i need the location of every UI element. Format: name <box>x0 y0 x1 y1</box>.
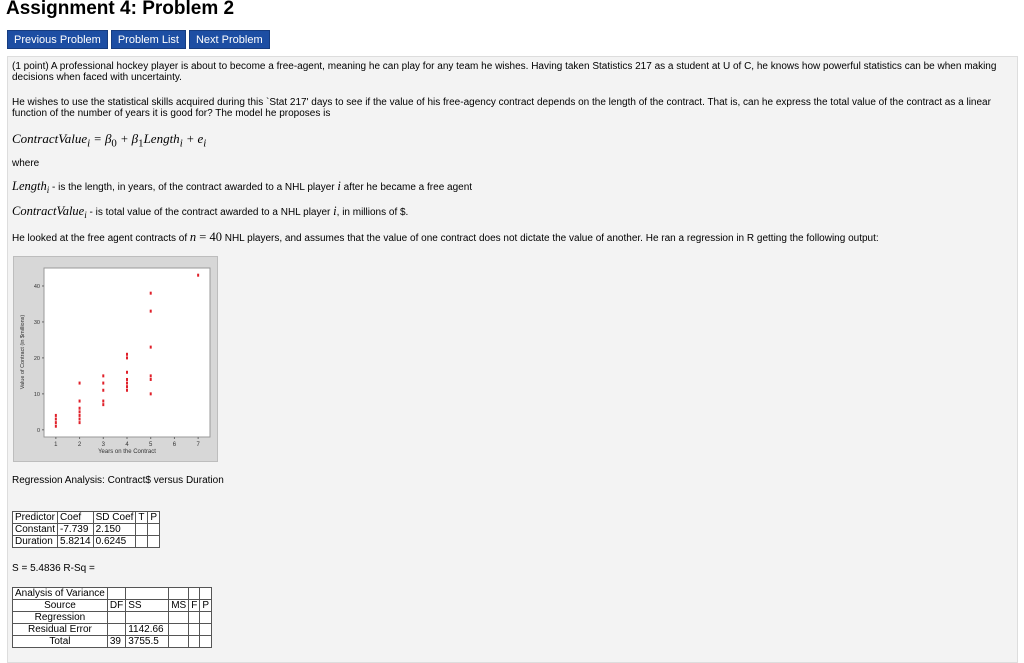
anova-row <box>13 636 212 648</box>
para3-eq: = 40 <box>196 230 222 244</box>
anova-header-cell: Source <box>13 600 108 612</box>
anova-answer-cell[interactable] <box>169 624 189 636</box>
previous-problem-button[interactable]: Previous Problem <box>7 30 108 49</box>
coef-cell: Constant <box>13 524 58 536</box>
x-tick-label: 4 <box>125 442 129 448</box>
length-var-sub: i <box>46 185 50 195</box>
model-lhs-sub: i <box>87 137 91 150</box>
anova-answer-cell[interactable] <box>189 612 200 624</box>
anova-cell: 1142.66 <box>126 624 169 636</box>
coef-answer-cell[interactable] <box>136 536 148 548</box>
anova-empty-cell <box>107 588 125 600</box>
x-axis-label: Years on the Contract <box>98 449 156 455</box>
problem-paragraph-2: He wishes to use the statistical skills acquired during this `Stat 217' days to see if the value of his free-agency contract depends on the length of the contract. That is, can he express the total value of the contract as a linear function of the number of years it is good for? The model he proposes is <box>12 97 991 119</box>
y-axis-label: Value of Contract (in $millions) <box>20 314 26 390</box>
anova-answer-cell[interactable] <box>200 624 212 636</box>
data-point <box>102 374 104 377</box>
anova-answer-cell[interactable] <box>126 612 169 624</box>
coef-cell: Duration <box>13 536 58 548</box>
coef-cell: -7.739 <box>58 524 94 536</box>
problem-body <box>7 56 1018 663</box>
data-point <box>126 389 128 392</box>
where-label: where <box>12 158 40 169</box>
anova-empty-cell <box>169 588 189 600</box>
data-point <box>79 382 81 385</box>
data-point <box>150 310 152 313</box>
coef-row <box>13 536 160 548</box>
anova-empty-cell <box>200 588 212 600</box>
next-problem-button[interactable]: Next Problem <box>189 30 270 49</box>
data-point <box>79 410 81 413</box>
data-point <box>55 421 57 424</box>
anova-table <box>12 587 212 648</box>
coef-header-row <box>13 512 160 524</box>
coef-header-cell: T <box>136 512 148 524</box>
problem-navigation <box>7 30 270 49</box>
value-text-b: , in millions of $. <box>336 207 409 218</box>
para3-text-b: NHL players, and assumes that the value of one contract does not dictate the value of another. He ran a regression in R getting the following output: <box>221 233 879 244</box>
anova-source-cell: Residual Error <box>13 624 108 636</box>
data-point <box>126 356 128 359</box>
data-point <box>79 400 81 403</box>
data-point <box>126 382 128 385</box>
x-tick-label: 5 <box>149 442 153 448</box>
coef-answer-cell[interactable] <box>148 536 160 548</box>
y-tick-label: 0 <box>36 427 40 434</box>
model-length: Length <box>143 131 180 146</box>
coef-header-cell: Predictor <box>13 512 58 524</box>
model-beta0-sub: 0 <box>111 137 117 150</box>
anova-header-cell: SS <box>126 600 169 612</box>
data-point <box>79 414 81 417</box>
data-point <box>150 374 152 377</box>
length-var: Length <box>12 179 47 193</box>
anova-title-row <box>13 588 212 600</box>
para3-n: n <box>189 230 197 244</box>
length-text-a: - is the length, in years, of the contract awarded to a NHL player <box>49 182 338 193</box>
anova-source-cell: Total <box>13 636 108 648</box>
coef-header-cell: P <box>148 512 160 524</box>
coef-row <box>13 524 160 536</box>
anova-empty-cell <box>126 588 169 600</box>
data-point <box>197 274 199 277</box>
definition-value <box>12 206 1012 221</box>
definition-length <box>12 181 1012 196</box>
scatter-plot-svg <box>14 257 217 461</box>
anova-answer-cell[interactable] <box>200 612 212 624</box>
x-tick-label: 1 <box>54 442 58 448</box>
page-title: Assignment 4: Problem 2 <box>6 0 235 19</box>
s-rsq-line: S = 5.4836 R-Sq = <box>12 563 95 574</box>
coef-cell: 0.6245 <box>93 536 136 548</box>
y-tick-label: 30 <box>33 319 40 326</box>
value-i: i <box>333 204 337 218</box>
problem-intro: (1 point) A professional hockey player is about to become a free-agent, meaning he can play for any team he wishes. Having taken Statistics 217 as a student at U of C, he knows how powerful statistics can be when making decisions when faced with uncertainty. <box>12 61 997 83</box>
x-tick-label: 6 <box>172 442 177 448</box>
regression-title: Regression Analysis: Contract$ versus Duration <box>12 475 224 486</box>
coef-header-cell: Coef <box>58 512 94 524</box>
anova-row <box>13 624 212 636</box>
anova-header-cell: P <box>200 600 212 612</box>
data-point <box>55 418 57 421</box>
plot-area <box>44 268 210 437</box>
model-equation: ContractValue$_i$ = $\beta_0$ + $\beta_1Length_i + e_i$ <box>12 131 207 150</box>
x-tick-label: 2 <box>77 442 82 448</box>
anova-title: Analysis of Variance <box>13 588 108 600</box>
data-point <box>79 407 81 410</box>
problem-list-button[interactable]: Problem List <box>111 30 186 49</box>
anova-row <box>13 612 212 624</box>
data-point <box>102 382 104 385</box>
coef-header-cell: SD Coef <box>93 512 136 524</box>
coef-answer-cell[interactable] <box>148 524 160 536</box>
coefficient-table <box>12 511 160 548</box>
data-point <box>79 421 81 424</box>
model-error: e <box>197 131 204 146</box>
anova-header-cell: DF <box>107 600 125 612</box>
length-text-b: after he became a free agent <box>340 182 473 193</box>
data-point <box>126 385 128 388</box>
anova-answer-cell[interactable] <box>169 612 189 624</box>
coef-cell: 5.8214 <box>58 536 94 548</box>
anova-header-cell: MS <box>169 600 189 612</box>
coef-answer-cell[interactable] <box>136 524 148 536</box>
y-tick-label: 40 <box>33 283 40 290</box>
data-point <box>102 400 104 403</box>
value-var-sub: i <box>84 210 87 220</box>
data-point <box>102 389 104 392</box>
data-point <box>102 403 104 406</box>
model-error-sub: i <box>203 137 207 150</box>
anova-answer-cell[interactable] <box>189 636 200 648</box>
anova-header-row <box>13 600 212 612</box>
anova-header-cell: F <box>189 600 200 612</box>
para3-text-a: He looked at the free agent contracts of <box>12 233 190 244</box>
anova-answer-cell[interactable] <box>169 636 189 648</box>
data-point <box>126 378 128 381</box>
anova-cell: 3755.5 <box>126 636 169 648</box>
anova-answer-cell[interactable] <box>200 636 212 648</box>
data-point <box>126 353 128 356</box>
value-text-a: - is total value of the contract awarded to a NHL player <box>86 207 334 218</box>
model-lhs: ContractValue <box>12 131 88 146</box>
anova-cell: 39 <box>107 636 125 648</box>
model-beta1: β <box>131 131 139 146</box>
anova-empty-cell <box>189 588 200 600</box>
data-point <box>150 292 152 295</box>
problem-paragraph-3 <box>12 232 1012 244</box>
data-point <box>55 425 57 428</box>
model-beta0: β <box>104 131 112 146</box>
x-tick-label: 3 <box>101 442 105 448</box>
length-i: i <box>337 179 341 193</box>
y-tick-label: 10 <box>33 391 40 398</box>
data-point <box>126 371 128 374</box>
anova-answer-cell[interactable] <box>107 624 125 636</box>
scatter-plot <box>13 256 218 462</box>
data-point <box>150 392 152 395</box>
x-tick-label: 7 <box>196 442 200 448</box>
data-point <box>79 418 81 421</box>
value-var: ContractValue <box>12 204 85 218</box>
y-tick-label: 20 <box>33 355 40 362</box>
anova-answer-cell[interactable] <box>189 624 200 636</box>
coef-cell: 2.150 <box>93 524 136 536</box>
model-length-sub: i <box>179 137 183 150</box>
model-beta1-sub: 1 <box>138 137 144 150</box>
data-point <box>150 378 152 381</box>
anova-source-cell: Regression <box>13 612 108 624</box>
data-point <box>150 346 152 349</box>
anova-answer-cell[interactable] <box>107 612 125 624</box>
data-point <box>55 414 57 417</box>
